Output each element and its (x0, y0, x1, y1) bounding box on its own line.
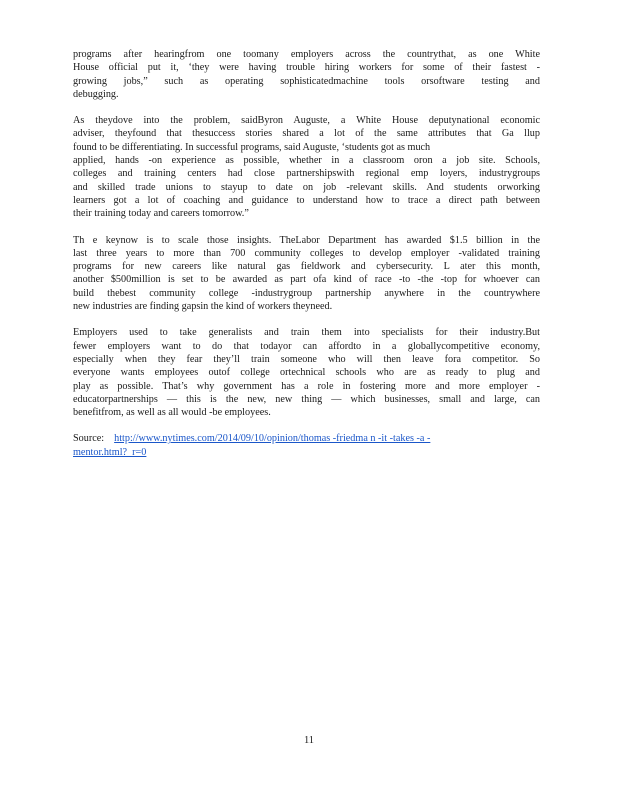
paragraph-line: benefitfrom, as well as all would -be employees. (73, 407, 271, 419)
paragraph-line: debugging. (73, 88, 119, 100)
paragraph-auguste (73, 114, 540, 220)
paragraph-line: House official put it, ‘they were having trouble hiring workers for some of their fastest - (73, 62, 540, 74)
paragraph-line: applied, hands -on experience as possible, whether in a classroom oron a job site. Schools, (73, 155, 540, 167)
paragraph-line: colleges and training centers had close partnershipswith regional emp loyers, industrygroups (73, 168, 540, 180)
paragraph-line: Employers used to take generalists and train them into specialists for their industry.But (73, 327, 540, 339)
paragraph-employers (73, 326, 540, 419)
paragraph-line: programs for new careers like natural gas fieldwork and cybersecurity. L ater this month, (73, 261, 540, 273)
paragraph-line: fewer employers want to do that todayor can affordto in a globallycompetitive economy, (73, 340, 540, 352)
paragraph-line: their training today and careers tomorrow.” (73, 208, 249, 220)
paragraph-line: another $500million is set to be awarded as part ofa kind of race -to -the -top for whoever can (73, 274, 540, 286)
paragraph-labor-department (73, 234, 540, 314)
paragraph-line: everyone wants employees outof college ortechnical schools who are as ready to plug and (73, 367, 540, 379)
source-link[interactable]: http://www.nytimes.com/2014/09/10/opinion/thomas -friedma n -it -takes -a - (114, 433, 431, 445)
source-link-continued[interactable]: mentor.html?_r=0 (73, 446, 147, 458)
paragraph-line: build thebest community college -industrygroup partnership anywhere in the countrywhere (73, 287, 540, 299)
source-citation (73, 432, 540, 459)
paragraph-line: educatorpartnerships — this is the new, new thing — which businesses, small and large, can (73, 393, 540, 405)
paragraph-line: new industries are finding gapsin the kind of workers theyneed. (73, 301, 333, 313)
paragraph-line: programs after hearingfrom one toomany employers across the countrythat, as one White (73, 49, 540, 60)
source-label: Source: (73, 433, 105, 445)
paragraph-line: As theydove into the problem, saidByron Auguste, a White House deputynational economic (73, 115, 540, 127)
paragraph-line: adviser, theyfound that thesuccess stories shared a lot of the same attributes that Ga llup (73, 128, 540, 140)
paragraph-line: play as possible. That’s why government has a role in fostering more and more employer - (73, 380, 540, 392)
paragraph-line: and skilled trade unions to stayup to date on job -relevant skills. And students orworking (73, 181, 540, 193)
paragraph-line: learners got a lot of coaching and guidance to understand how to trace a direct path between (73, 194, 540, 206)
paragraph-line: growing jobs,” such as operating sophisticatedmachine tools orsoftware testing and (73, 75, 540, 87)
paragraph-line: Th e keynow is to scale those insights. TheLabor Department has awarded $1.5 billion in the (73, 234, 540, 246)
paragraph-line: especially when they fear they’ll train someone who will then leave fora competitor. So (73, 353, 540, 365)
paragraph-hiring (73, 48, 540, 101)
page-number: 11 (303, 735, 315, 746)
paragraph-line: found to be differentiating. In successful programs, said Auguste, ‘students got as much (73, 141, 431, 153)
document-page (73, 48, 540, 459)
paragraph-line: last three years to more than 700 community colleges to develop employer -validated training (73, 247, 540, 259)
